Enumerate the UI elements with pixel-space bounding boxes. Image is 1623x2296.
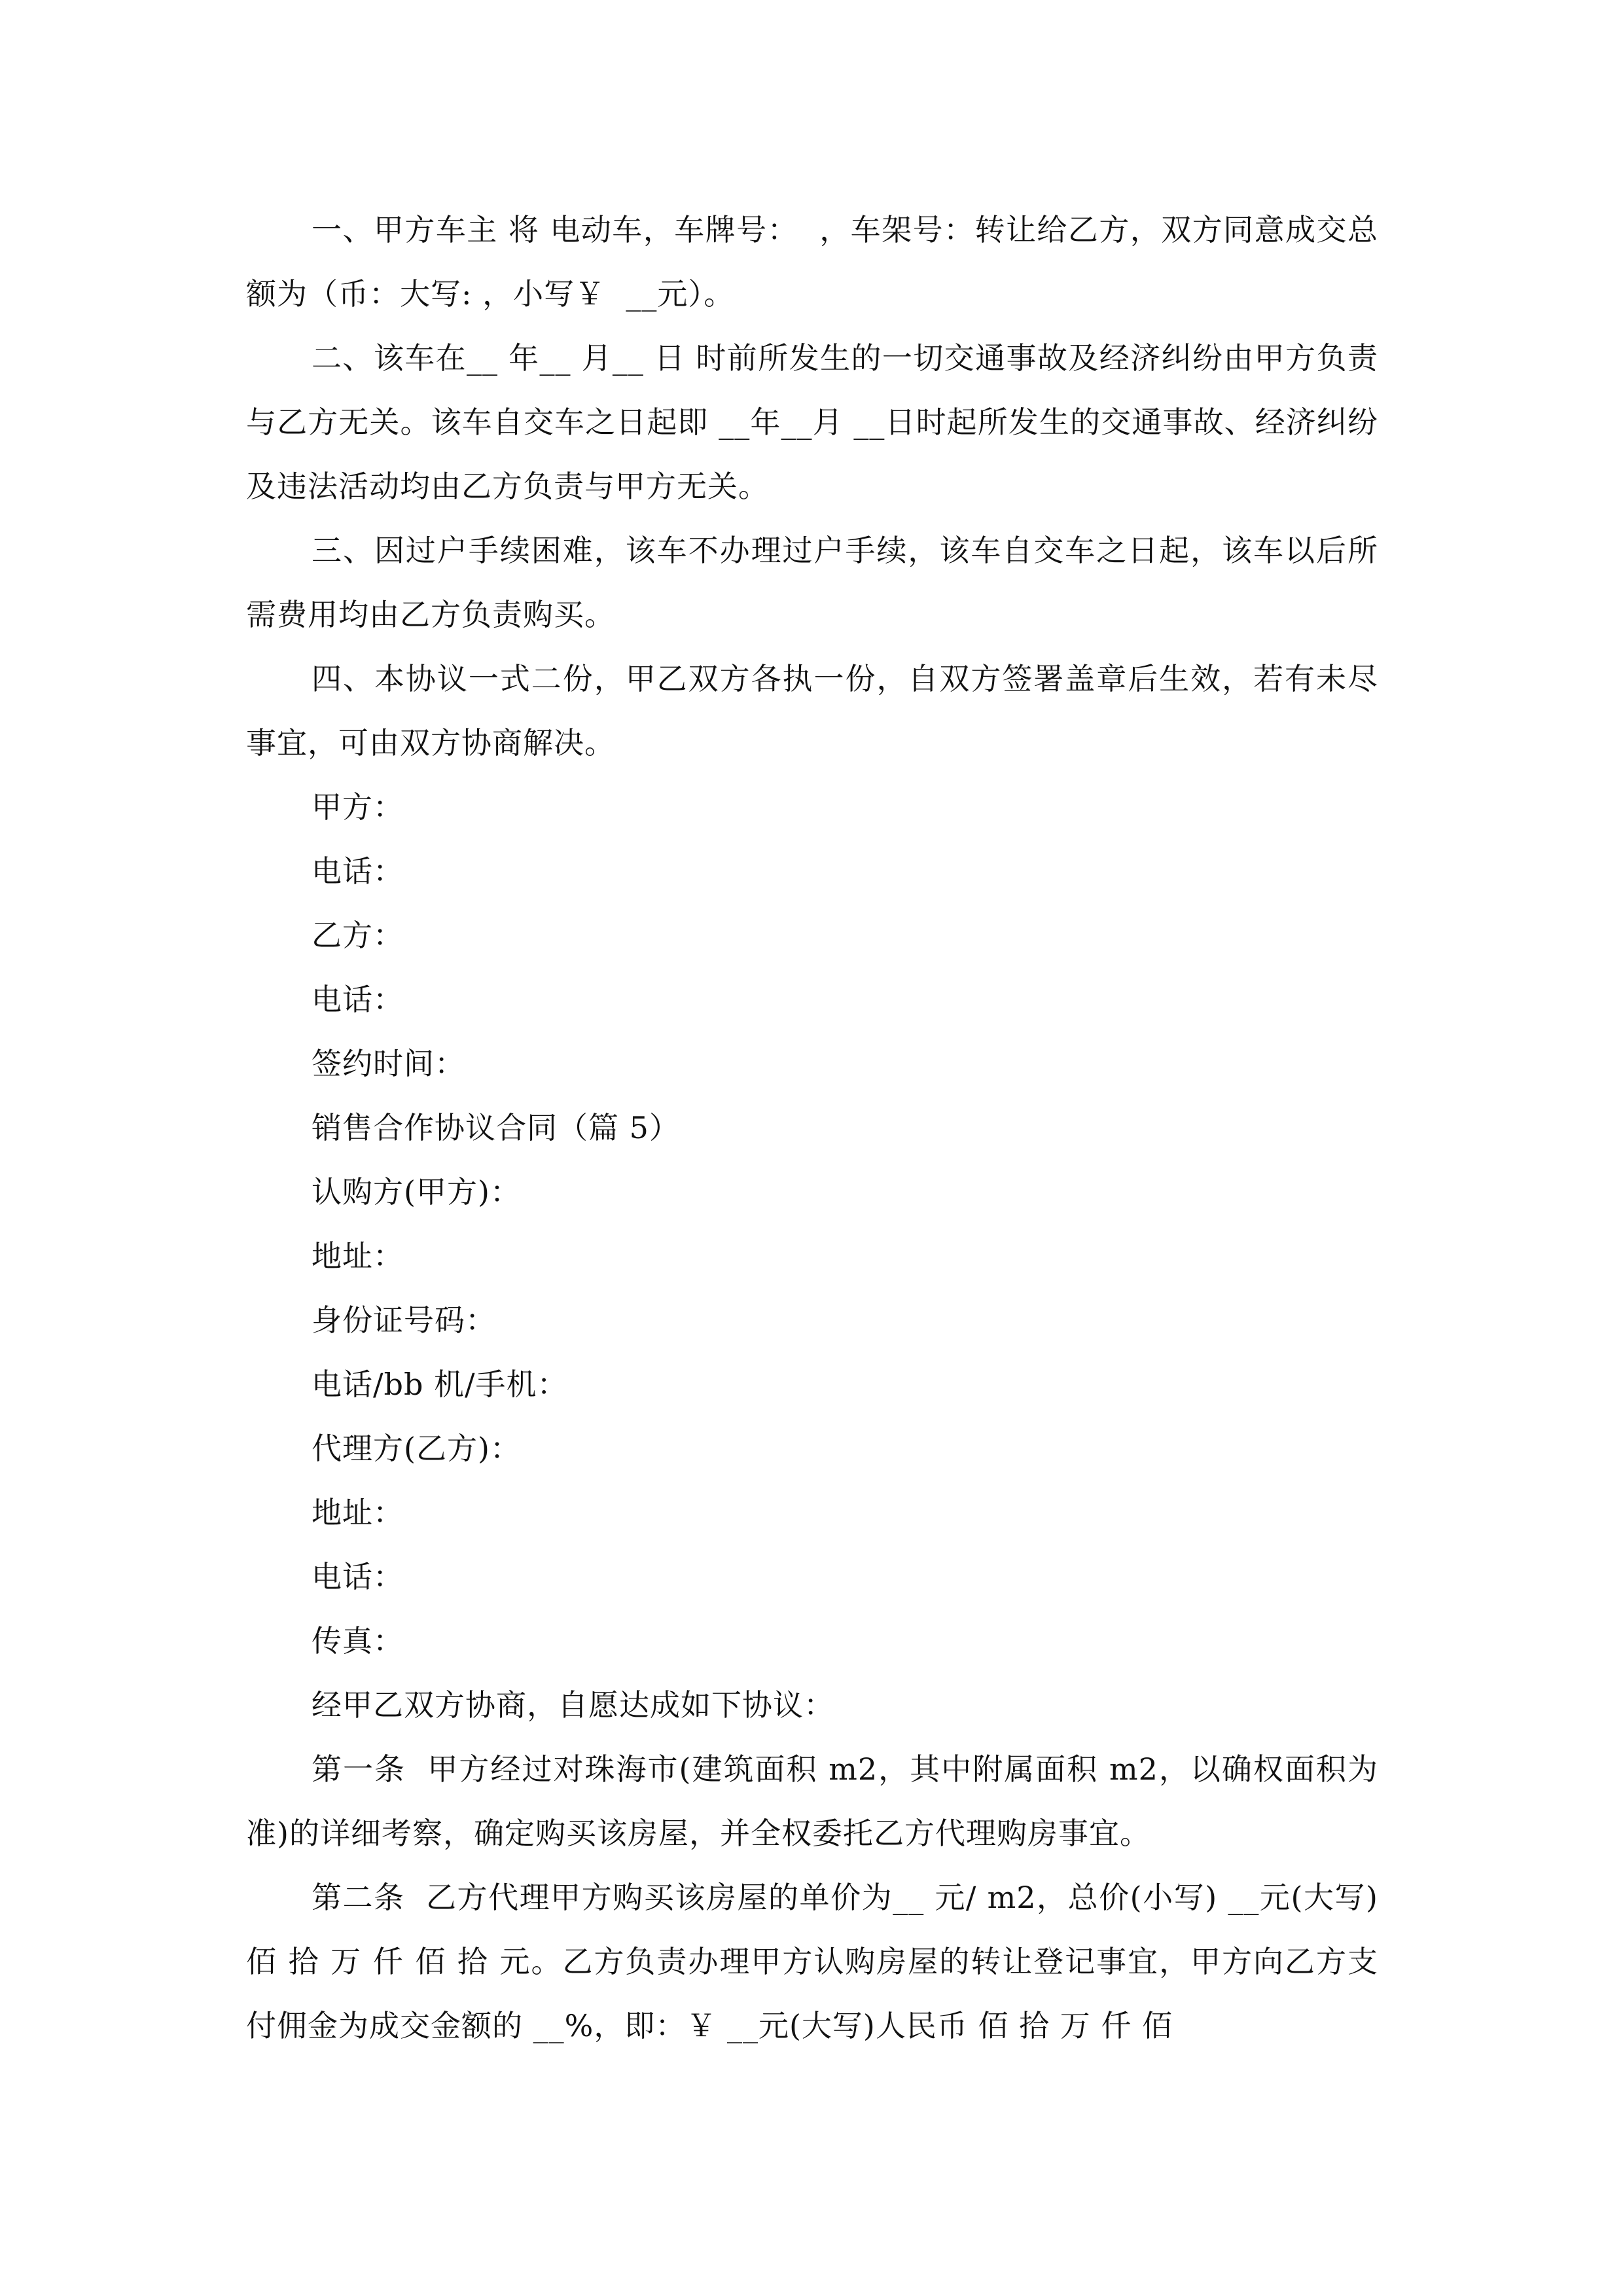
article-2: 第二条 乙方代理甲方购买该房屋的单价为__ 元/ m2，总价(小写) __元(大写) 佰 拾 万 仟 佰 拾 元。乙方负责办理甲方认购房屋的转让登记事宜，甲方向乙方支付佣金为成交金额的 __%，即：￥ __元(大写)人民币 佰 拾 万 仟 佰 [246, 1880, 1389, 2043]
clause-4: 四、本协议一式二份，甲乙双方各执一份，自双方签署盖章后生效，若有未尽事宜，可由双方协商解决。 [246, 661, 1378, 761]
clause-1: 一、甲方车主 将 电动车，车牌号： ，车架号：转让给乙方，双方同意成交总额为（币：大写: ，小写￥ __元）。 [246, 212, 1378, 312]
buyer-id-label: 身份证号码： [312, 1302, 496, 1338]
signing-time-label: 签约时间： [312, 1046, 465, 1081]
document-body [246, 198, 1389, 2058]
agent-phone-label: 电话： [312, 1559, 404, 1594]
buyer-label: 认购方(甲方)： [312, 1174, 521, 1210]
buyer-address-label: 地址： [312, 1238, 404, 1274]
section-title: 销售合作协议合同（篇 5） [312, 1110, 680, 1145]
agent-label: 代理方(乙方)： [312, 1431, 521, 1466]
party-b-phone-label: 电话： [312, 982, 404, 1017]
agent-fax-label: 传真： [312, 1623, 404, 1659]
clause-2: 二、该车在__ 年__ 月__ 日 时前所发生的一切交通事故及经济纠纷由甲方负责与乙方无关。该车自交车之日起即 __年__月 __日时起所发生的交通事故、经济纠纷及违法活动均由乙方负责与甲方无关。 [246, 340, 1378, 504]
article-1: 第一条 甲方经过对珠海市(建筑面积 m2，其中附属面积 m2，以确权面积为准)的详细考察，确定购买该房屋，并全权委托乙方代理购房事宜。 [246, 1751, 1378, 1851]
party-a-phone-label: 电话： [312, 853, 404, 889]
buyer-phone-label: 电话/bb 机/手机： [312, 1367, 568, 1402]
clause-3: 三、因过户手续困难，该车不办理过户手续，该车自交车之日起，该车以后所需费用均由乙方负责购买。 [246, 533, 1378, 632]
agent-address-label: 地址： [312, 1495, 404, 1530]
agreement-intro: 经甲乙双方协商，自愿达成如下协议： [312, 1687, 834, 1723]
party-a-label: 甲方： [312, 789, 404, 825]
party-b-label: 乙方： [312, 918, 404, 953]
